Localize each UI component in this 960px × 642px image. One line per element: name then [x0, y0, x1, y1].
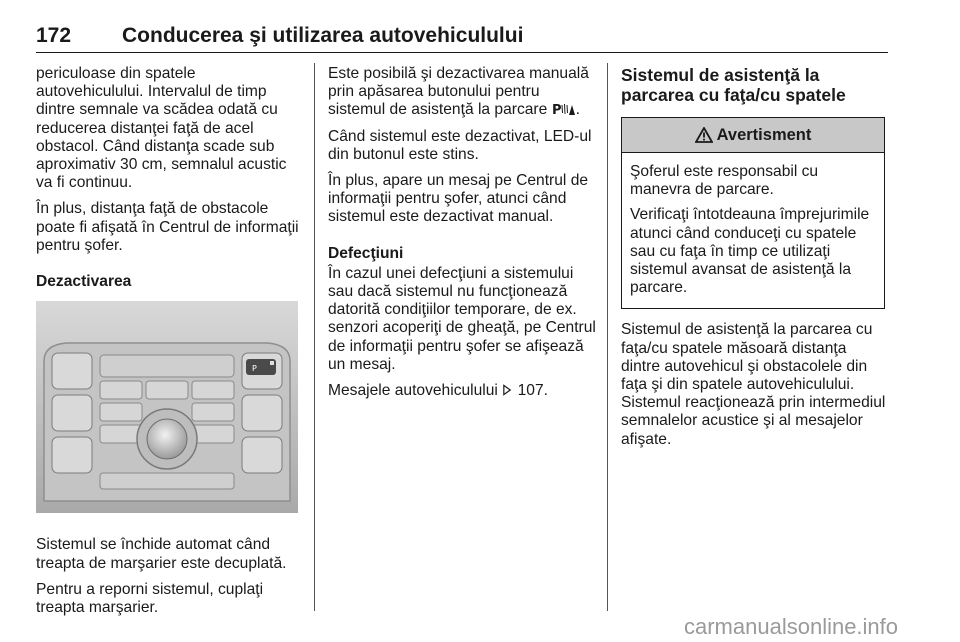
column-divider — [314, 63, 315, 611]
warning-title: Avertisment — [716, 125, 812, 144]
warning-body — [622, 153, 884, 308]
paragraph: În plus, distanţa faţă de obstacole poate fi afişată în Centrul de informaţii pentru şofer. — [36, 200, 299, 254]
paragraph: Când sistemul este dezactivat, LED-ul din butonul este stins. — [328, 127, 592, 163]
section-heading-park-assist: Sistemul de asistenţă la parcarea cu faţa/cu spatele — [621, 65, 846, 105]
paragraph: În cazul unei defecţiuni a sistemului sau dacă sistemul nu funcţionează datorită condiţiilor temporare, de ex. senzori acoperiţi de gheaţă, pe Centrul de informaţii pentru şofer se afişează un mesaj. — [328, 264, 596, 373]
section-heading-faults: Defecţiuni — [328, 244, 404, 262]
paragraph — [328, 382, 600, 400]
page-header — [36, 24, 888, 53]
paragraph: Sistemul se închide automat când treapta de marşarier este decuplată. — [36, 536, 287, 572]
paragraph: În plus, apare un mesaj pe Centrul de informaţii pentru şofer, atunci când sistemul este dezactivat manual. — [328, 172, 589, 226]
svg-text:P: P — [252, 364, 257, 374]
paragraph-end: . — [575, 101, 580, 119]
section-heading-deactivation: Dezactivarea — [36, 273, 132, 291]
warning-box — [621, 117, 885, 309]
page-reference-arrow-icon — [502, 383, 513, 397]
watermark: carmanualsonline.info — [684, 614, 899, 639]
column-divider — [607, 63, 608, 611]
paragraph-text: Mesajele autovehiculului — [328, 382, 498, 400]
paragraph — [328, 65, 600, 120]
chapter-title: Conducerea şi utilizarea autovehiculului — [122, 24, 524, 47]
park-assist-icon — [552, 102, 576, 116]
paragraph-text: Este posibilă şi dezactivarea manuală prin apăsarea butonului pentru sistemul de asistenţă la parcare — [328, 65, 589, 119]
warning-header — [622, 118, 884, 153]
column-middle — [328, 65, 600, 408]
column-right — [621, 65, 889, 457]
svg-text:P: P — [551, 103, 562, 117]
paragraph: Sistemul de asistenţă la parcarea cu faţa/cu spatele măsoară distanţa dintre autovehicul şi obstacolele din faţa şi din spatele autovehiculului. Sistemul reacţionează prin intermediul semnalelor acustice şi al mesajelor afişate. — [621, 321, 886, 448]
warning-paragraph: Şoferul este responsabil cu manevra de parcare. — [630, 163, 819, 199]
warning-paragraph: Verificaţi întotdeauna împrejurimile atunci când conduceţi cu spatele sau cu faţa în timp ce utilizaţi sistemul avansat de asistenţă la parcare. — [630, 206, 870, 297]
paragraph: Pentru a reporni sistemul, cuplaţi treapta marşarier. — [36, 580, 264, 617]
paragraph: periculoase din spatele autovehiculului. Intervalul de timp dintre semnale va scădea odată cu reducerea distanţei faţă de acel obstacol. Când distanţa scade sub aproximativ 30 cm, semnalul acustic va fi continuu. — [36, 65, 287, 192]
page-number: 172 — [36, 24, 72, 47]
page-reference: 107. — [517, 382, 548, 400]
warning-triangle-icon — [695, 127, 713, 143]
column-left — [36, 65, 302, 625]
center-console-photo — [36, 301, 298, 513]
